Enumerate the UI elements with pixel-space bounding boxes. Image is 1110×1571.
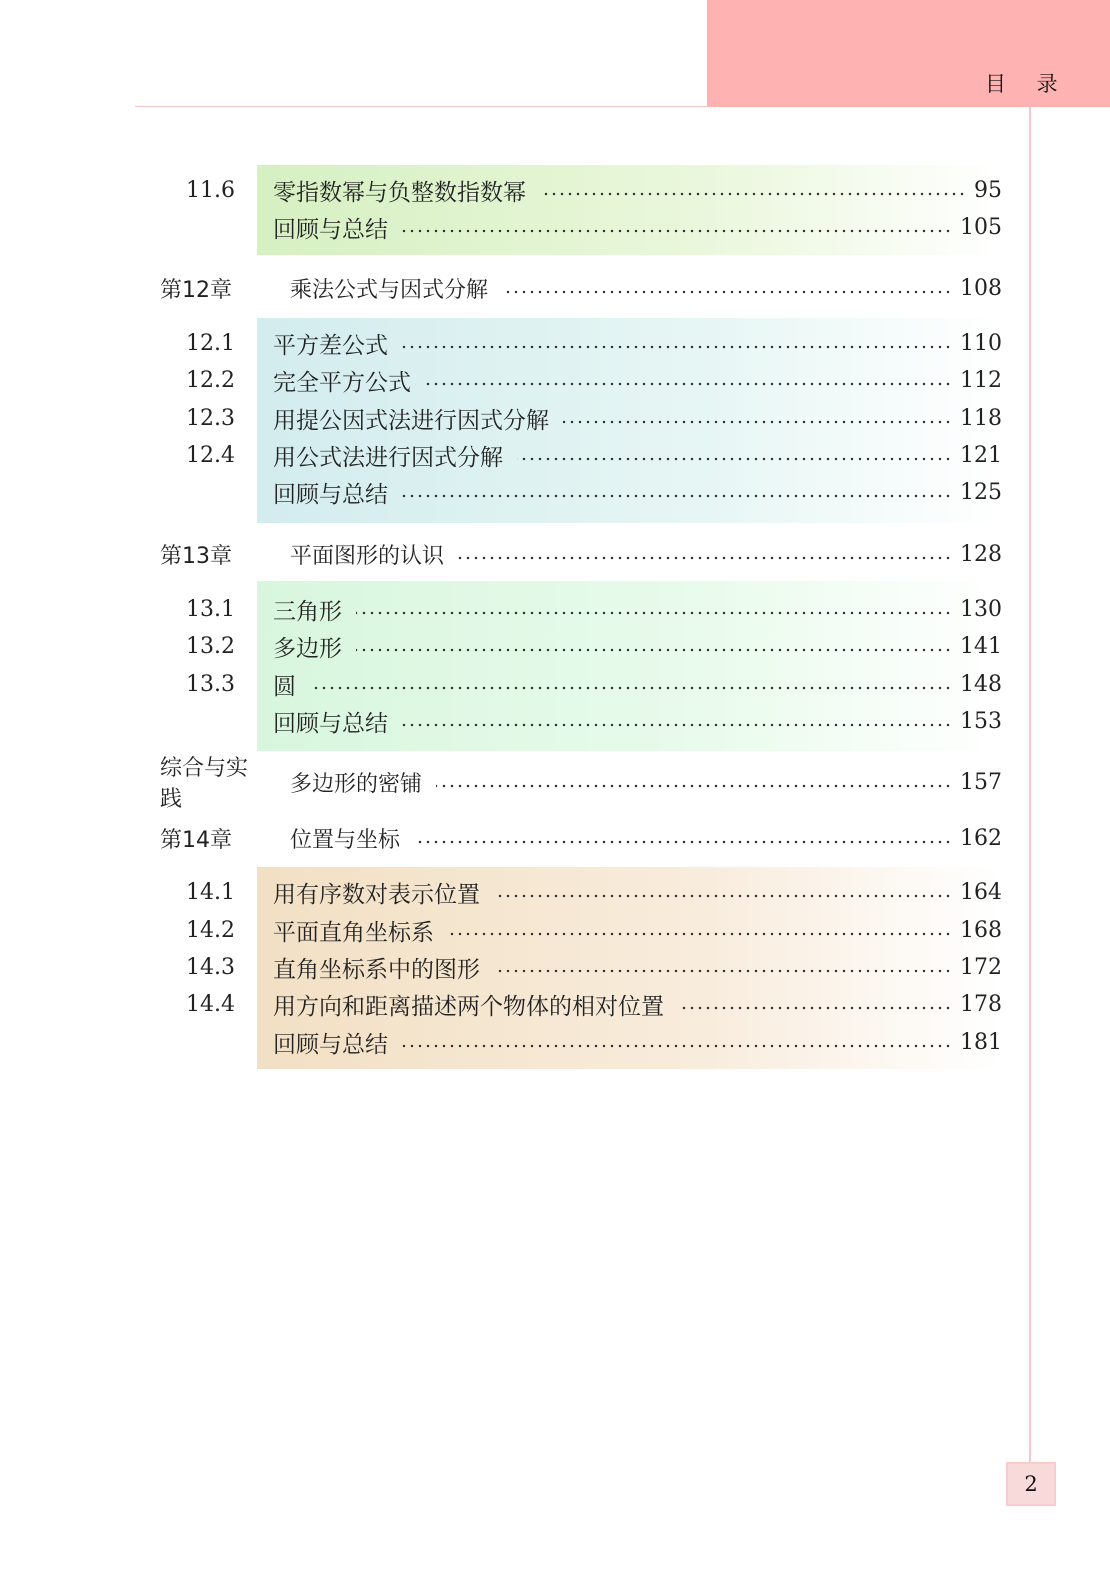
page-ref: 168 bbox=[960, 917, 1002, 943]
page-ref: 181 bbox=[960, 1029, 1002, 1055]
toc-chapter-entry[interactable] bbox=[160, 820, 1002, 856]
toc-section-entry[interactable] bbox=[160, 703, 1002, 739]
dot-leader bbox=[563, 420, 952, 424]
toc-section-entry[interactable] bbox=[160, 591, 1002, 627]
page-ref: 178 bbox=[960, 991, 1002, 1017]
entry-title: 回顾与总结 bbox=[273, 710, 388, 737]
entry-title: 回顾与总结 bbox=[273, 1031, 388, 1058]
entry-title: 三角形 bbox=[273, 598, 342, 625]
page-ref: 141 bbox=[960, 633, 1002, 659]
page-ref: 110 bbox=[960, 330, 1002, 356]
dot-leader bbox=[402, 723, 952, 727]
page-ref: 148 bbox=[960, 671, 1002, 697]
page-title: 目 录 bbox=[985, 72, 1070, 96]
entry-title: 乘法公式与因式分解 bbox=[290, 277, 489, 303]
section-number: 13.1 bbox=[186, 596, 235, 622]
toc-section-entry[interactable] bbox=[160, 325, 1002, 361]
toc-chapter-entry[interactable] bbox=[160, 756, 1002, 812]
page-number: 2 bbox=[1006, 1462, 1056, 1506]
entry-title: 零指数幂与负整数指数幂 bbox=[273, 179, 526, 206]
entry-title: 位置与坐标 bbox=[290, 827, 401, 853]
page-ref: 172 bbox=[960, 954, 1002, 980]
dot-leader bbox=[540, 192, 966, 196]
page-ref: 118 bbox=[960, 405, 1002, 431]
toc-section-entry[interactable] bbox=[160, 400, 1002, 436]
page-ref: 157 bbox=[960, 769, 1002, 795]
margin-line bbox=[1029, 107, 1031, 1463]
section-number: 12.2 bbox=[186, 367, 235, 393]
page-ref: 95 bbox=[974, 177, 1002, 203]
dot-leader bbox=[425, 382, 952, 386]
dot-leader bbox=[448, 932, 952, 936]
entry-title: 完全平方公式 bbox=[273, 369, 411, 396]
dot-leader bbox=[402, 229, 952, 233]
entry-title: 用公式法进行因式分解 bbox=[273, 444, 503, 471]
section-number: 14.2 bbox=[186, 917, 235, 943]
section-number: 11.6 bbox=[186, 177, 235, 203]
dot-leader bbox=[310, 686, 952, 690]
dot-leader bbox=[494, 894, 952, 898]
entry-title: 回顾与总结 bbox=[273, 216, 388, 243]
dot-leader bbox=[356, 611, 952, 615]
section-number: 13.2 bbox=[186, 633, 235, 659]
chapter-label: 综合与实践 bbox=[160, 756, 249, 812]
page-ref: 153 bbox=[960, 708, 1002, 734]
dot-leader bbox=[517, 457, 952, 461]
toc-section-entry[interactable] bbox=[160, 209, 1002, 245]
toc-chapter-entry[interactable] bbox=[160, 270, 1002, 306]
toc-section-entry[interactable] bbox=[160, 912, 1002, 948]
dot-leader bbox=[402, 494, 952, 498]
page-ref: 125 bbox=[960, 479, 1002, 505]
dot-leader bbox=[458, 556, 952, 560]
toc-section-entry[interactable] bbox=[160, 172, 1002, 208]
section-number: 12.1 bbox=[186, 330, 235, 356]
chapter-label: 第13章 bbox=[160, 543, 232, 569]
page-ref: 112 bbox=[960, 367, 1002, 393]
entry-title: 平面图形的认识 bbox=[290, 543, 445, 569]
dot-leader bbox=[678, 1006, 952, 1010]
entry-title: 平方差公式 bbox=[273, 332, 388, 359]
section-number: 14.3 bbox=[186, 954, 235, 980]
page-ref: 105 bbox=[960, 214, 1002, 240]
page-ref: 162 bbox=[960, 825, 1002, 851]
entry-title: 用方向和距离描述两个物体的相对位置 bbox=[273, 993, 664, 1020]
page-ref: 108 bbox=[960, 275, 1002, 301]
toc-section-entry[interactable] bbox=[160, 362, 1002, 398]
toc-section-entry[interactable] bbox=[160, 474, 1002, 510]
entry-title: 回顾与总结 bbox=[273, 481, 388, 508]
entry-title: 圆 bbox=[273, 673, 296, 700]
toc-section-entry[interactable] bbox=[160, 628, 1002, 664]
entry-title: 多边形 bbox=[273, 635, 342, 662]
dot-leader bbox=[502, 290, 952, 294]
toc-chapter-entry[interactable] bbox=[160, 536, 1002, 572]
entry-title: 用有序数对表示位置 bbox=[273, 881, 480, 908]
entry-title: 用提公因式法进行因式分解 bbox=[273, 407, 549, 434]
toc-section-entry[interactable] bbox=[160, 986, 1002, 1022]
dot-leader bbox=[494, 969, 952, 973]
chapter-label: 第14章 bbox=[160, 827, 232, 853]
toc-section-entry[interactable] bbox=[160, 1024, 1002, 1060]
dot-leader bbox=[414, 840, 952, 844]
entry-title: 直角坐标系中的图形 bbox=[273, 956, 480, 983]
page-ref: 128 bbox=[960, 541, 1002, 567]
entry-title: 平面直角坐标系 bbox=[273, 919, 434, 946]
page-ref: 121 bbox=[960, 442, 1002, 468]
section-number: 14.4 bbox=[186, 991, 235, 1017]
section-number: 13.3 bbox=[186, 671, 235, 697]
chapter-label: 第12章 bbox=[160, 277, 232, 303]
page-ref: 130 bbox=[960, 596, 1002, 622]
toc-section-entry[interactable] bbox=[160, 949, 1002, 985]
header-divider bbox=[135, 106, 707, 107]
section-number: 14.1 bbox=[186, 879, 235, 905]
toc-section-entry[interactable] bbox=[160, 666, 1002, 702]
section-number: 12.3 bbox=[186, 405, 235, 431]
toc-section-entry[interactable] bbox=[160, 437, 1002, 473]
dot-leader bbox=[436, 784, 952, 788]
dot-leader bbox=[402, 1044, 952, 1048]
section-number: 12.4 bbox=[186, 442, 235, 468]
page-ref: 164 bbox=[960, 879, 1002, 905]
dot-leader bbox=[356, 648, 952, 652]
toc-section-entry[interactable] bbox=[160, 874, 1002, 910]
dot-leader bbox=[402, 345, 952, 349]
entry-title: 多边形的密铺 bbox=[290, 771, 423, 797]
